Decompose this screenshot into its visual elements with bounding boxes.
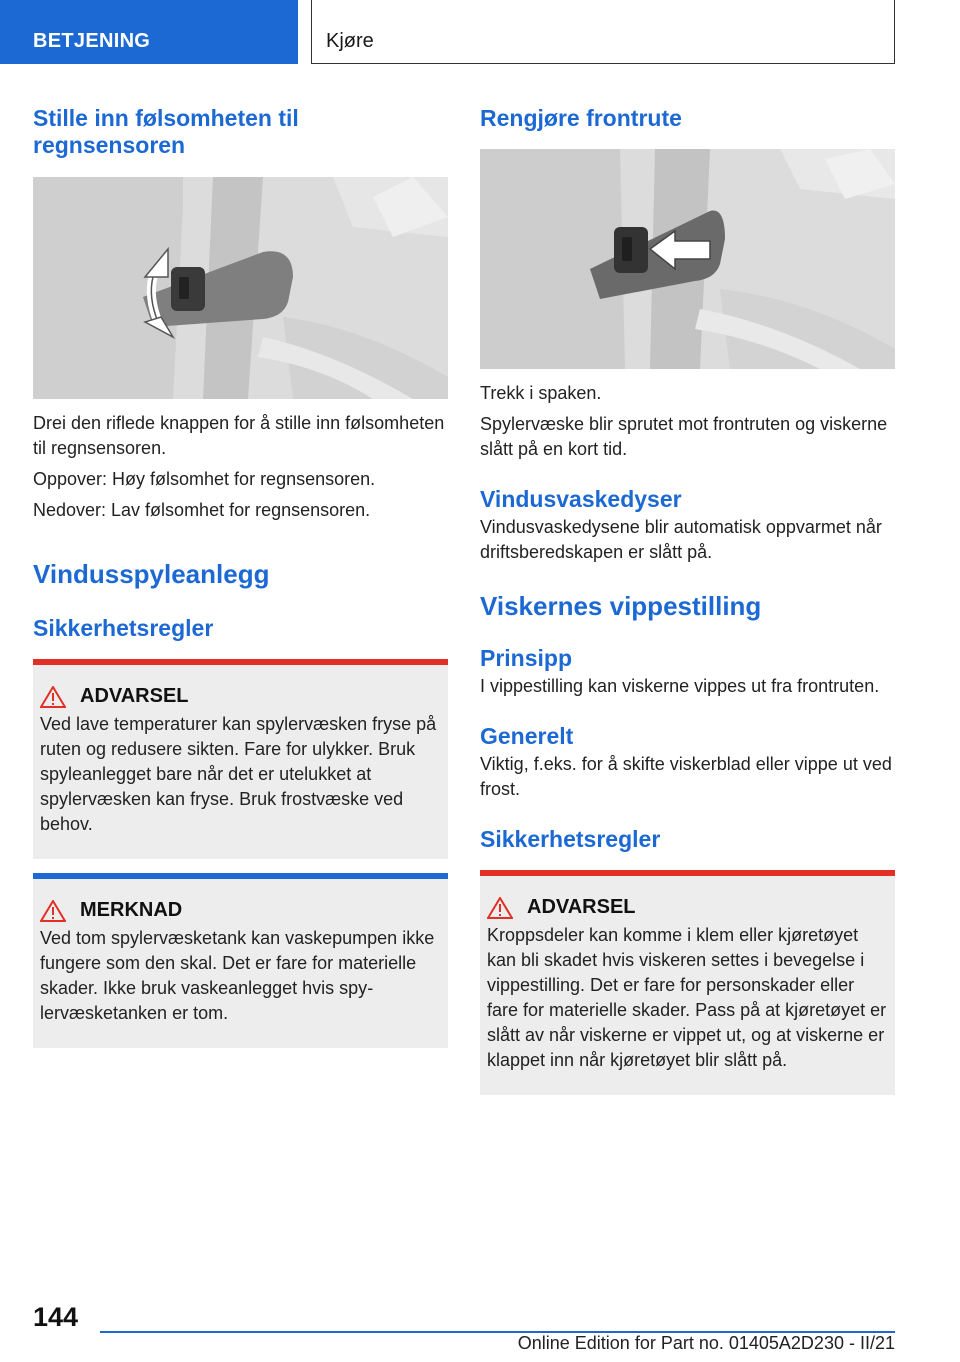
note-box	[33, 873, 448, 1048]
nozzles-text: Vindusvaskedysene blir automatisk oppvarmet når driftsberedskapen er slått på.	[480, 517, 882, 562]
rain-sensor-text: Drei den riflede knappen for å stille inn følsomheten til regnsensoren.	[33, 413, 445, 458]
windshield-figure	[480, 149, 895, 369]
edition-label: Online Edition for Part no. 01405A2D230 - II/21	[517, 1333, 895, 1353]
section-tab: BETJENING	[0, 0, 298, 64]
right-column	[480, 100, 895, 1095]
rain-sensor-figure	[33, 177, 448, 399]
wiper-stalk-illustration	[33, 177, 448, 399]
warning-box-left	[33, 659, 448, 859]
warning-title-left	[40, 685, 440, 708]
heading-wiper-fold-out: Viskernes vippestilling	[480, 591, 762, 621]
heading-principle: Prinsipp	[480, 645, 573, 671]
left-column	[33, 100, 448, 1048]
heading-washer-nozzles: Vindusvaskedyser	[480, 486, 682, 512]
chapter-title: Kjøre	[311, 0, 895, 64]
heading-general: Generelt	[480, 723, 574, 749]
heading-washer-system: Vindusspyleanlegg	[33, 559, 270, 589]
warning-text-left: Ved lave temperaturer kan spylervæsken fryse på ruten og redusere sikten. Fare for ulykker. Bruk spyleanlegget bare når det er utelukket at spylervæsken kan fryse. Bruk frostvæske ved behov.	[40, 714, 437, 834]
general-text: Viktig, f.eks. for å skifte viskerblad eller vippe ut ved frost.	[480, 754, 892, 799]
note-text: Ved tom spylervæsketank kan vaskepumpen ikke fungere som den skal. Det er fare for materielle skader. Ikke bruk vaskeanlegget hvis spylervæsketanken er tom.	[40, 928, 435, 1023]
warning-text-right: Kroppsdeler kan komme i klem eller kjøretøyet kan bli skadet hvis viskeren settes i bevegelse i vippestilling. Det er fare for personskader eller fare for materielle skader. Pass på at kjøretøyet er slått av når viskerne er vippet ut, og at viskerne er klappet inn når kjøretøyet blir slått på.	[487, 925, 887, 1070]
page-number: 144	[33, 1302, 79, 1332]
heading-clean-windshield: Rengjøre frontrute	[480, 105, 682, 131]
warning-label-left: ADVARSEL	[80, 685, 189, 707]
note-title	[40, 899, 440, 922]
pull-lever-text: Trekk i spaken.	[480, 383, 602, 403]
heading-safety-right: Sikkerhetsregler	[480, 826, 661, 852]
washer-spray-text: Spylervæske blir sprutet mot frontruten og viskerne slått på en kort tid.	[480, 414, 888, 459]
warning-triangle-icon	[487, 897, 513, 919]
wiper-pull-illustration	[480, 149, 895, 369]
heading-safety-left: Sikkerhetsregler	[33, 615, 214, 641]
warning-triangle-icon	[40, 686, 66, 708]
heading-rain-sensor: Stille inn følsomheten til regnsensoren	[33, 105, 299, 158]
rain-sensor-up-text: Oppover: Høy følsomhet for regnsensoren.	[33, 469, 376, 489]
warning-title-right	[487, 896, 887, 919]
rain-sensor-down-text: Nedover: Lav følsomhet for regnsensoren.	[33, 500, 371, 520]
warning-triangle-icon	[40, 900, 66, 922]
note-label: MERKNAD	[80, 899, 183, 921]
principle-text: I vippestilling kan viskerne vippes ut fra frontruten.	[480, 676, 880, 696]
warning-label-right: ADVARSEL	[527, 896, 636, 918]
warning-box-right	[480, 870, 895, 1095]
